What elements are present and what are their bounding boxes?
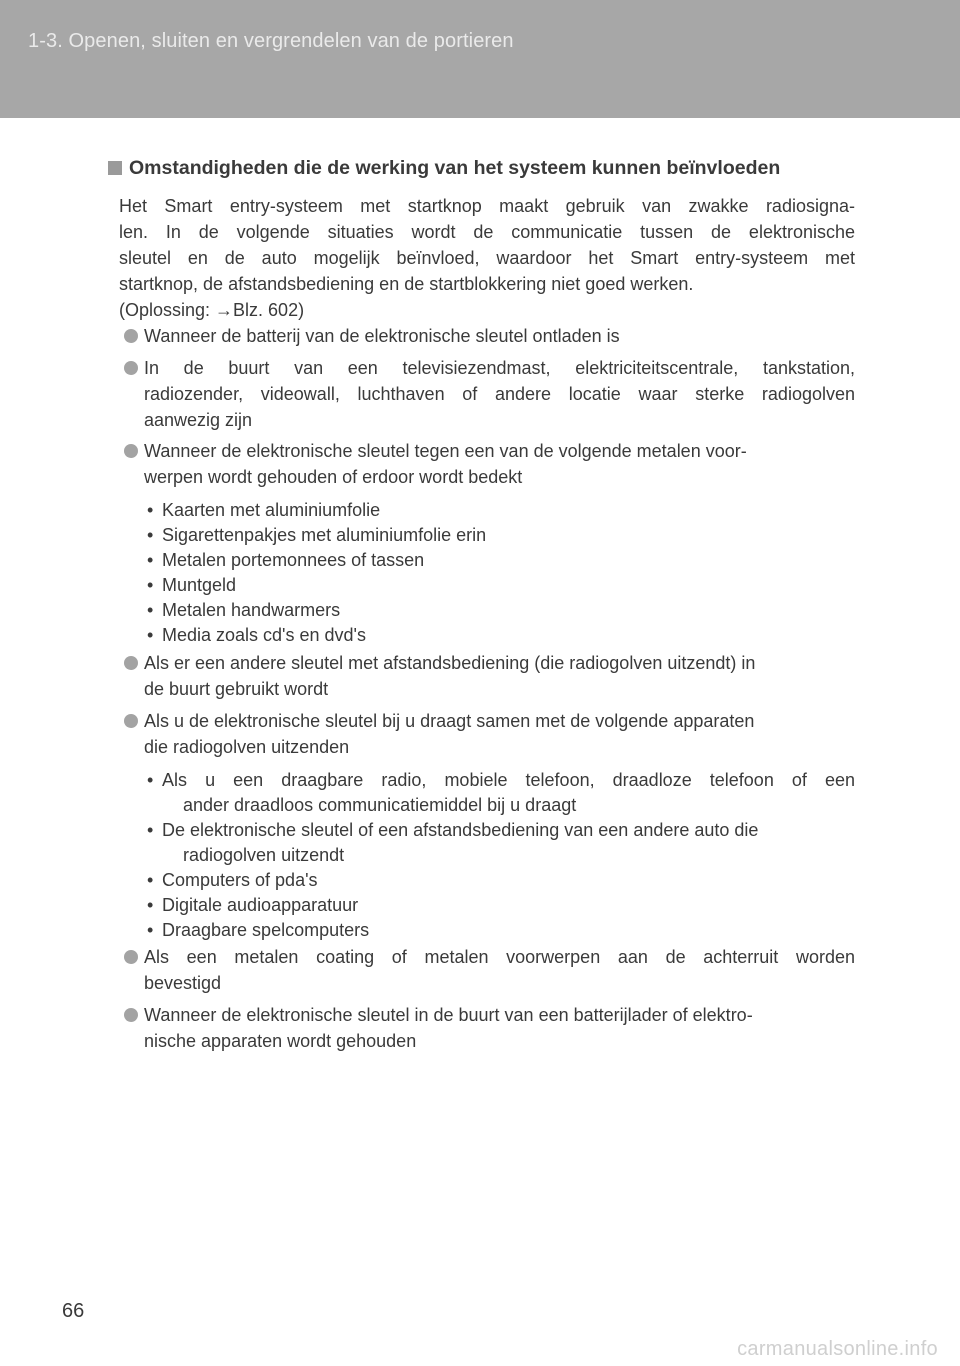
sub-bullet-icon: • xyxy=(147,600,154,620)
sub-bullet-icon: • xyxy=(147,625,154,645)
condition-line: de buurt gebruikt wordt xyxy=(144,679,329,699)
condition-line: Als u de elektronische sleutel bij u draagt samen met de volgende apparaten xyxy=(144,711,755,731)
section-heading: Omstandigheden die de werking van het systeem kunnen beïnvloeden xyxy=(110,157,870,187)
bullet-icon xyxy=(124,444,138,458)
sub-item: Computers of pda's xyxy=(162,870,318,890)
condition-line: bevestigd xyxy=(144,973,222,993)
sub-bullet-icon: • xyxy=(147,500,154,520)
condition-line: Als een metalen coating of metalen voorwerpen aan de achterruit worden xyxy=(144,947,855,967)
condition-line: werpen wordt gehouden of erdoor wordt bedekt xyxy=(144,467,523,487)
sub-item: Metalen portemonnees of tassen xyxy=(162,550,425,570)
section-header-bar xyxy=(0,0,960,118)
bullet-icon xyxy=(124,950,138,964)
sub-bullet-icon: • xyxy=(147,870,154,890)
heading-square-icon xyxy=(108,161,122,175)
sub-item: Metalen handwarmers xyxy=(162,600,341,620)
intro-line: startknop, de afstandsbediening en de startblokkering niet goed werken. xyxy=(119,274,694,294)
condition-line: die radiogolven uitzenden xyxy=(144,737,350,757)
intro-line: len. In de volgende situaties wordt de communicatie tussen de elektronische xyxy=(119,222,855,242)
sub-bullet-icon: • xyxy=(147,550,154,570)
sub-item: Kaarten met aluminiumfolie xyxy=(162,500,381,520)
sub-item: Draagbare spelcomputers xyxy=(162,920,370,940)
sub-item: Muntgeld xyxy=(162,575,237,595)
sub-item: De elektronische sleutel of een afstandsbediening van een andere auto die xyxy=(162,820,759,840)
condition-line: nische apparaten wordt gehouden xyxy=(144,1031,417,1051)
sub-item: radiogolven uitzendt xyxy=(183,845,345,865)
sub-bullet-icon: • xyxy=(147,920,154,940)
intro-line: Het Smart entry-systeem met startknop maakt gebruik van zwakke radiosigna- xyxy=(119,196,855,216)
bullet-icon xyxy=(124,714,138,728)
condition-line: Wanneer de batterij van de elektronische sleutel ontladen is xyxy=(144,326,620,346)
intro-line: sleutel en de auto mogelijk beïnvloed, waardoor het Smart entry-systeem met xyxy=(119,248,855,268)
sub-item: Digitale audioapparatuur xyxy=(162,895,359,915)
bullet-icon xyxy=(124,656,138,670)
sub-bullet-icon: • xyxy=(147,770,154,790)
section-title: 1-3. Openen, sluiten en vergrendelen van de portieren xyxy=(28,30,514,52)
sub-bullet-icon: • xyxy=(147,820,154,840)
sub-item: Als u een draagbare radio, mobiele telefoon, draadloze telefoon of een xyxy=(162,770,855,790)
condition-line: Als er een andere sleutel met afstandsbediening (die radiogolven uitzendt) in xyxy=(144,653,756,673)
sub-bullet-icon: • xyxy=(147,525,154,545)
condition-line: radiozender, videowall, luchthaven of andere locatie waar sterke radiogolven xyxy=(144,384,855,404)
page-number: 66 xyxy=(62,1300,85,1322)
solution-reference: (Oplossing: →Blz. 602) xyxy=(119,300,305,320)
bullet-icon xyxy=(124,361,138,375)
condition-line: Wanneer de elektronische sleutel in de buurt van een batterijlader of elektro- xyxy=(144,1005,753,1025)
bullet-icon xyxy=(124,329,138,343)
condition-line: Wanneer de elektronische sleutel tegen een van de volgende metalen voor- xyxy=(144,441,747,461)
condition-line: aanwezig zijn xyxy=(144,410,253,430)
condition-line: In de buurt van een televisiezendmast, elektriciteitscentrale, tankstation, xyxy=(144,358,855,378)
sub-item: Sigarettenpakjes met aluminiumfolie erin xyxy=(162,525,487,545)
bullet-icon xyxy=(124,1008,138,1022)
sub-bullet-icon: • xyxy=(147,895,154,915)
sub-bullet-icon: • xyxy=(147,575,154,595)
watermark: carmanualsonline.info xyxy=(737,1338,938,1360)
sub-item: Media zoals cd's en dvd's xyxy=(162,625,366,645)
sub-item: ander draadloos communicatiemiddel bij u draagt xyxy=(183,795,577,815)
